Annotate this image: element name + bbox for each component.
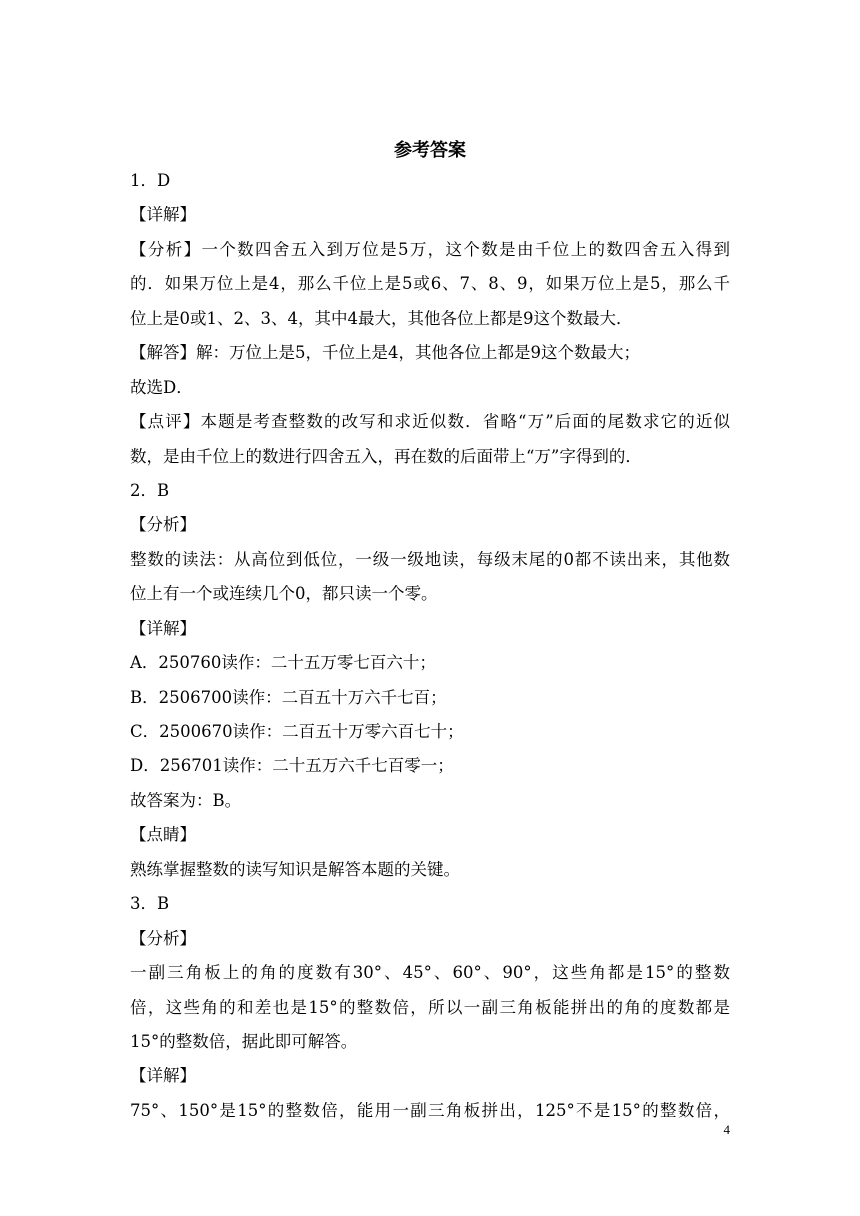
text-line: 位上是0或1、2、3、4，其中4最大，其他各位上都是9这个数最大． (130, 308, 633, 328)
text-line: B．2506700读作：二百五十万六千七百； (130, 687, 447, 707)
answer-text (130, 164, 730, 1128)
text-line: 【详解】 (130, 205, 196, 225)
text-line: 【详解】 (130, 1066, 196, 1086)
text-line: 3．B (130, 894, 170, 914)
text-line: 【点评】本题是考查整数的改写和求近似数．省略“万”后面的尾数求它的近似 (130, 412, 730, 432)
text-line: 1．D (130, 171, 171, 190)
text-line: 整数的读法：从高位到低位，一级一级地读，每级末尾的0都不读出来，其他数 (130, 549, 730, 569)
text-line: 【分析】一个数四舍五入到万位是5万，这个数是由千位上的数四舍五入得到 (130, 239, 730, 259)
text-line: 2．B (130, 480, 170, 500)
text-line: 【详解】 (130, 618, 196, 638)
text-line: A．250760读作：二十五万零七百六十； (130, 653, 436, 673)
text-line: 故选D． (130, 377, 193, 397)
text-line: 15°的整数倍，据此即可解答。 (130, 1031, 358, 1051)
text-line: 的．如果万位上是4，那么千位上是5或6、7、8、9，如果万位上是5，那么千 (130, 274, 730, 294)
page-number: 4 (723, 1122, 730, 1137)
text-line: 数，是由千位上的数进行四舍五入，再在数的后面带上“万”字得到的． (130, 446, 642, 466)
text-line: 位上有一个或连续几个0，都只读一个零。 (130, 584, 438, 604)
text-line: C．2500670读作：二百五十万零六百七十； (130, 722, 464, 741)
text-line: 【点睛】 (130, 825, 196, 845)
text-line: 熟练掌握整数的读写知识是解答本题的关键。 (130, 859, 460, 879)
text-line: 【分析】 (130, 515, 196, 535)
text-line: 故答案为：B。 (130, 790, 242, 810)
text-line: 倍，这些角的和差也是15°的整数倍，所以一副三角板能拼出的角的度数都是 (130, 997, 730, 1017)
text-line: 【解答】解：万位上是5，千位上是4，其他各位上都是9这个数最大； (130, 343, 640, 363)
text-line: D．256701读作：二十五万六千七百零一； (130, 756, 454, 776)
text-line: 一副三角板上的角的度数有30°、45°、60°、90°，这些角都是15°的整数 (130, 963, 730, 983)
text-line: 75°、150°是15°的整数倍，能用一副三角板拼出，125°不是15°的整数倍， (130, 1100, 730, 1120)
text-line: 【分析】 (130, 928, 196, 948)
page-title: 参考答案 (394, 140, 466, 161)
